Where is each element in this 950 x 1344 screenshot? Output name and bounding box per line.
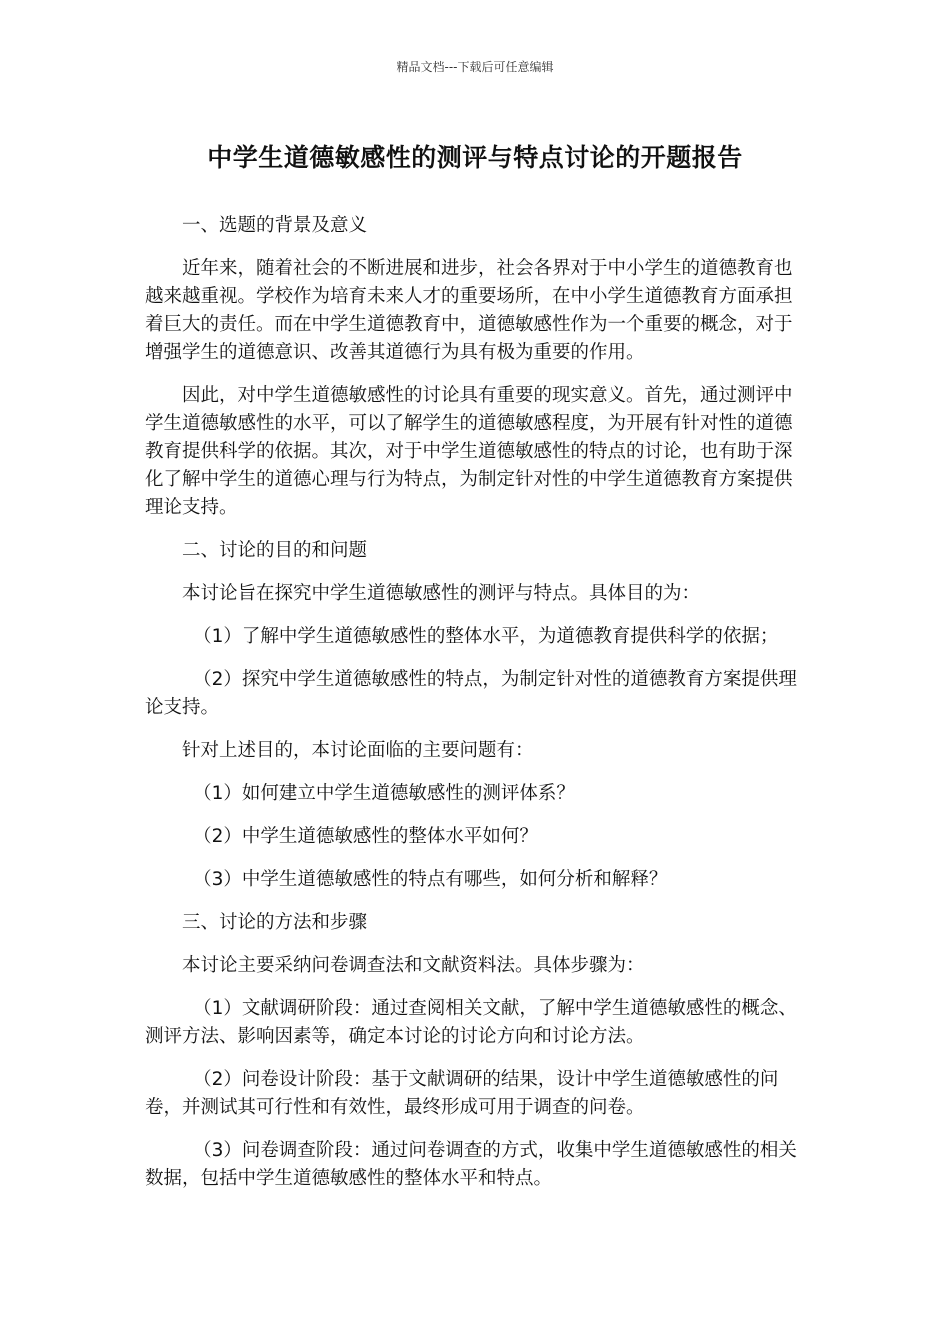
list-item: （2）问卷设计阶段：基于文献调研的结果，设计中学生道德敏感性的问卷，并测试其可行性和有效性，最终形成可用于调查的问卷。 xyxy=(145,1069,779,1118)
section-heading-2: 二、讨论的目的和问题 xyxy=(182,540,368,561)
list-item: （2）中学生道德敏感性的整体水平如何？ xyxy=(193,826,538,847)
paragraph: 近年来，随着社会的不断进展和进步，社会各界对于中小学生的道德教育也越来越重视。学校作为培育未来人才的重要场所，在中小学生道德教育方面承担着巨大的责任。而在中学生道德教育中，道德敏感性作为一个重要的概念，对于增强学生的道德意识、改善其道德行为具有极为重要的作用。 xyxy=(145,258,793,363)
paragraph: 本讨论旨在探究中学生道德敏感性的测评与特点。具体目的为： xyxy=(182,583,701,604)
list-item: （1）了解中学生道德敏感性的整体水平，为道德教育提供科学的依据； xyxy=(193,626,779,647)
section-heading-3: 三、讨论的方法和步骤 xyxy=(182,912,368,933)
list-item: （1）如何建立中学生道德敏感性的测评体系？ xyxy=(193,783,575,804)
paragraph: 因此，对中学生道德敏感性的讨论具有重要的现实意义。首先，通过测评中学生道德敏感性的水平，可以了解学生的道德敏感程度，为开展有针对性的道德教育提供科学的依据。其次，对于中学生道德敏感性的特点的讨论，也有助于深化了解中学生的道德心理与行为特点，为制定针对性的中学生道德教育方案提供理论支持。 xyxy=(145,385,793,518)
list-item: （3）中学生道德敏感性的特点有哪些，如何分析和解释？ xyxy=(193,869,668,890)
paragraph: 针对上述目的，本讨论面临的主要问题有： xyxy=(182,740,534,761)
section-heading-1: 一、选题的背景及意义 xyxy=(182,215,368,236)
document-title: 中学生道德敏感性的测评与特点讨论的开题报告 xyxy=(207,143,743,172)
document-body xyxy=(145,212,809,1208)
page-header: 精品文档---下载后可任意编辑 xyxy=(396,60,554,74)
list-item: （3）问卷调查阶段：通过问卷调查的方式，收集中学生道德敏感性的相关数据，包括中学生道德敏感性的整体水平和特点。 xyxy=(145,1140,797,1189)
list-item: （1）文献调研阶段：通过查阅相关文献，了解中学生道德敏感性的概念、测评方法、影响因素等，确定本讨论的讨论方向和讨论方法。 xyxy=(145,998,797,1047)
paragraph: 本讨论主要采纳问卷调查法和文献资料法。具体步骤为： xyxy=(182,955,645,976)
list-item: （2）探究中学生道德敏感性的特点，为制定针对性的道德教育方案提供理论支持。 xyxy=(145,669,797,718)
